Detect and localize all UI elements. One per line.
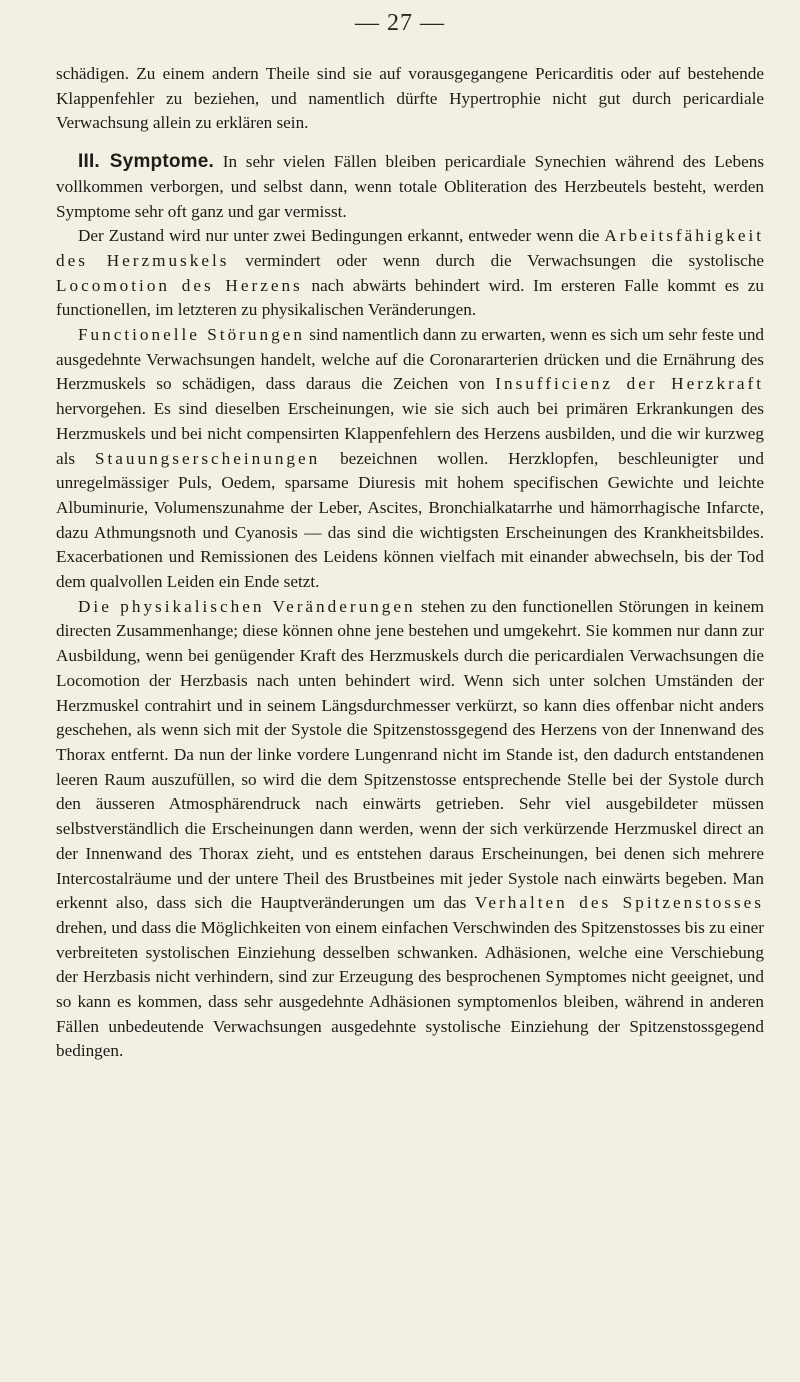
emphasized-term: Functionelle Störungen xyxy=(78,325,305,345)
paragraph-text: schädigen. Zu einem andern Theile sind sie auf vorausgegangene Pericarditis oder auf bestehende Klappenfehler zu beziehen, und namentlich dürfte Hypertrophie nicht gut durch pericardiale Verwachsung allein zu erklären sein. xyxy=(56,64,764,133)
paragraph-text: vermindert oder wenn durch die Verwachsungen die systolische xyxy=(229,250,764,270)
paragraph-text: stehen zu den functionellen Störungen in keinem directen Zusammenhange; diese können ohne jene bestehen und umgekehrt. Sie kommen nur dann zur Ausbildung, wenn bei genügender Kraft des Herzmuskels durch die pericardialen Verwachsungen die Locomotion der Herzbasis nach unten behindert wird. Wenn sich unter solchen Umständen der Herzmuskel contrahirt und in seinem Längsdurchmesser verkürzt, so kann dies offenbar nicht anders geschehen, als wenn sich mit der Systole die Spitzenstossgegend des Herzens von der Innenwand des Thorax entfernt. Da nun der linke vordere Lungenrand nicht im Stande ist, den dadurch entstandenen leeren Raum auszufüllen, so wird die dem Spitzenstosse entsprechende Stelle bei der Systole durch den äusseren Atmosphärendruck nach einwärts getrieben. Sehr viel ausgebildeter müssen selbstverständlich die Erscheinungen dann werden, wenn der sich verkürzende Herzmuskel direct an der Innenwand des Thorax zieht, und es entstehen daraus Erscheinungen, bei denen sich mehrere Intercostalräume und der untere Theil des Brustbeines mit jeder Systole nach einwärts begeben. Man erkennt also, dass sich die Hauptveränderungen um das xyxy=(56,596,764,913)
paragraph-symptome xyxy=(56,150,764,224)
paragraph-physikalische-veraenderungen xyxy=(56,595,764,1064)
paragraph-text: sind namentlich dann zu erwarten, wenn es sich um sehr feste und ausgedehnte Verwachsungen handelt, welche auf die Coronararterien drücken und die Ernährung des Herzmuskels so schädigen, dass daraus die Zeichen von xyxy=(56,325,765,394)
paragraph-text: bezeichnen wollen. Herzklopfen, beschleunigter und unregelmässiger Puls, Oedem, sparsame Diuresis mit hohem specifischen Gewichte und leichte Albuminurie, Volumenszunahme der Leber, Ascites, Bronchialkatarrhe und hämorrhagische Infarcte, dazu Athmungsnoth und Cyanosis — das sind die wichtigsten Erscheinungen des Krankheitsbildes. Exacerbationen und Remissionen des Leidens können vielfach mit einander abwechseln, bis der Tod dem qualvollen Leiden ein Ende setzt. xyxy=(56,448,764,592)
emphasized-term: Verhalten des Spitzenstosses xyxy=(474,893,764,913)
paragraph-text: nach abwärts behindert wird. Im ersteren Falle kommt es zu functionellen, im letzteren zu physikalischen Veränderungen. xyxy=(56,275,764,320)
paragraph-functionelle-stoerungen xyxy=(56,323,764,595)
paragraph-text: In sehr vielen Fällen bleiben pericardiale Synechien während des Lebens vollkommen verborgen, und selbst dann, wenn totale Obliteration des Herzbeutels besteht, werden Symptome sehr oft ganz und gar vermisst. xyxy=(56,152,765,221)
paragraph-text: Der Zustand wird nur unter zwei Bedingungen erkannt, entweder wenn die xyxy=(78,226,605,246)
emphasized-term: Stauungserscheinungen xyxy=(94,448,321,468)
emphasized-term: Insufficienz der Herzkraft xyxy=(495,374,764,394)
paragraph-text: hervorgehen. Es sind dieselben Erscheinungen, wie sie sich auch bei primären Erkrankungen des Herzmuskels und bei nicht compensirten Klappenfehlern des Herzens ausbilden, und die wir kurzweg als xyxy=(56,399,764,468)
paragraph-continuation xyxy=(56,62,764,136)
emphasized-term: Arbeitsfähigkeit des Herzmuskels xyxy=(56,226,764,270)
paragraph-bedingungen xyxy=(56,224,764,323)
section-heading: III. Symptome. xyxy=(78,151,215,173)
emphasized-term: Die physikalischen Veränderungen xyxy=(78,596,416,616)
paragraph-text: drehen, und dass die Möglichkeiten von einem einfachen Verschwinden des Spitzenstosses bis zu einer verbreiteten systolischen Einziehung desselben schwanken. Adhäsionen, welche eine Verschiebung der Herzbasis nicht verhindern, sind zur Erzeugung des besprochenen Symptomes nicht geeignet, und so kann es kommen, dass sehr ausgedehnte Adhäsionen symptomenlos bleiben, während in anderen Fällen unbedeutende Verwachsungen ausgedehnte systolische Einziehung der Spitzenstossgegend bedingen. xyxy=(56,917,765,1061)
emphasized-term: Locomotion des Herzens xyxy=(56,275,303,295)
page-number: — 27 — xyxy=(355,10,445,36)
